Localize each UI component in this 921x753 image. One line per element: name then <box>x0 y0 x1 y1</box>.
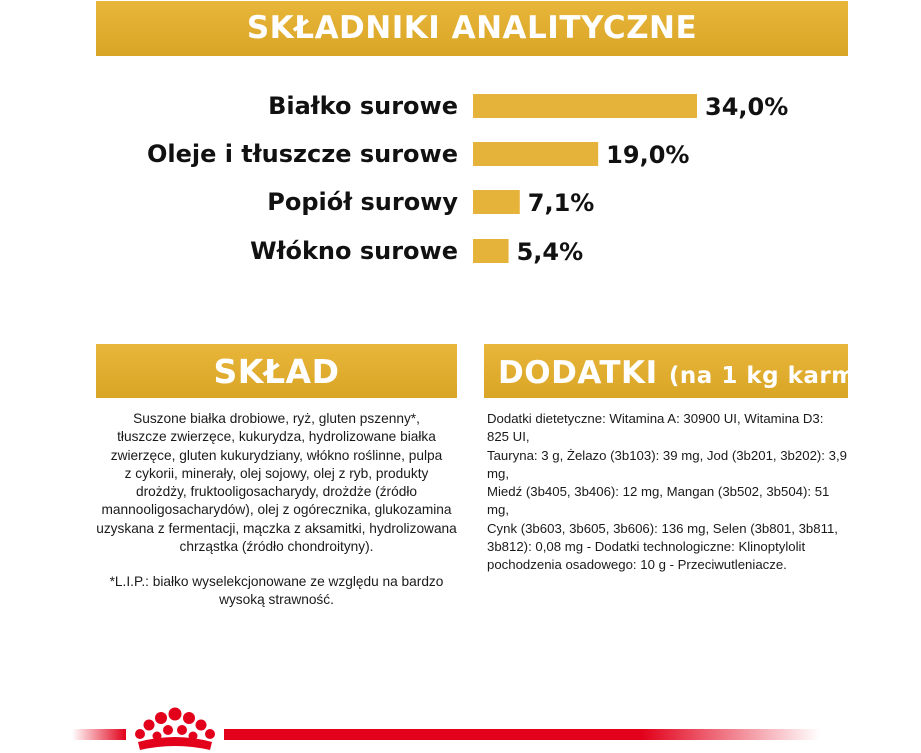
value-label: 7,1% <box>527 189 595 217</box>
additives-subtitle: (na 1 kg karmy) <box>668 363 883 389</box>
analytic-bar-chart <box>0 0 921 300</box>
additives-banner <box>484 344 883 398</box>
composition-banner <box>96 344 457 398</box>
bar <box>473 142 598 166</box>
composition-footnote: *L.I.P.: białko wyselekcjonowane ze względu na bardzo wysoką strawność. <box>109 574 444 608</box>
additives-title: DODATKI <box>498 355 658 391</box>
analytic-title: SKŁADNIKI ANALITYCZNE <box>246 10 698 46</box>
footer-rule-right <box>224 729 820 740</box>
composition-text: Suszone białka drobiowe, ryż, gluten pszenny*, tłuszcze zwierzęce, kukurydza, hydrolizowane białka zwierzęce, gluten kukurydziany, włókno roślinne, pulpa z cykorii, minerały, olej sojowy, olej z ryb, produkty drożdży, fruktooligosacharydy, drożdże (źródło mannooligosacharydów), olej z ogórecznika, glukozamina uzyskana z fermentacji, mączka z aksamitki, hydrolizowana chrząstka (źródło chondroityny). <box>96 411 457 555</box>
value-label: 34,0% <box>705 93 789 121</box>
composition-title: SKŁAD <box>213 352 340 391</box>
category-label: Oleje i tłuszcze surowe <box>146 140 458 168</box>
category-label: Białko surowe <box>268 92 458 120</box>
additives-text: Dodatki dietetyczne: Witamina A: 30900 UI, Witamina D3: 825 UI, Tauryna: 3 g, Żelazo (3b103): 39 mg, Jod (3b201, 3b202): 3,9 mg, Miedź (3b405, 3b406): 12 mg, Mangan (3b502, 3b504): 51 mg, Cynk (3b603, 3b605, 3b606): 136 mg, Selen (3b801, 3b811, 3b812): 0,08 mg - Dodatki technologiczne: Klinoptylolit pochodzenia osadowego: 10 g - Przeciwutleniacze. <box>487 411 847 573</box>
value-label: 5,4% <box>516 238 584 266</box>
bar <box>473 94 697 118</box>
footer-rule-left <box>72 729 126 740</box>
category-label: Popiół surowy <box>267 188 458 216</box>
category-label: Włókno surowe <box>250 237 458 265</box>
bar <box>473 190 520 214</box>
value-label: 19,0% <box>606 141 690 169</box>
bar <box>473 239 509 263</box>
crown-icon <box>128 706 222 753</box>
